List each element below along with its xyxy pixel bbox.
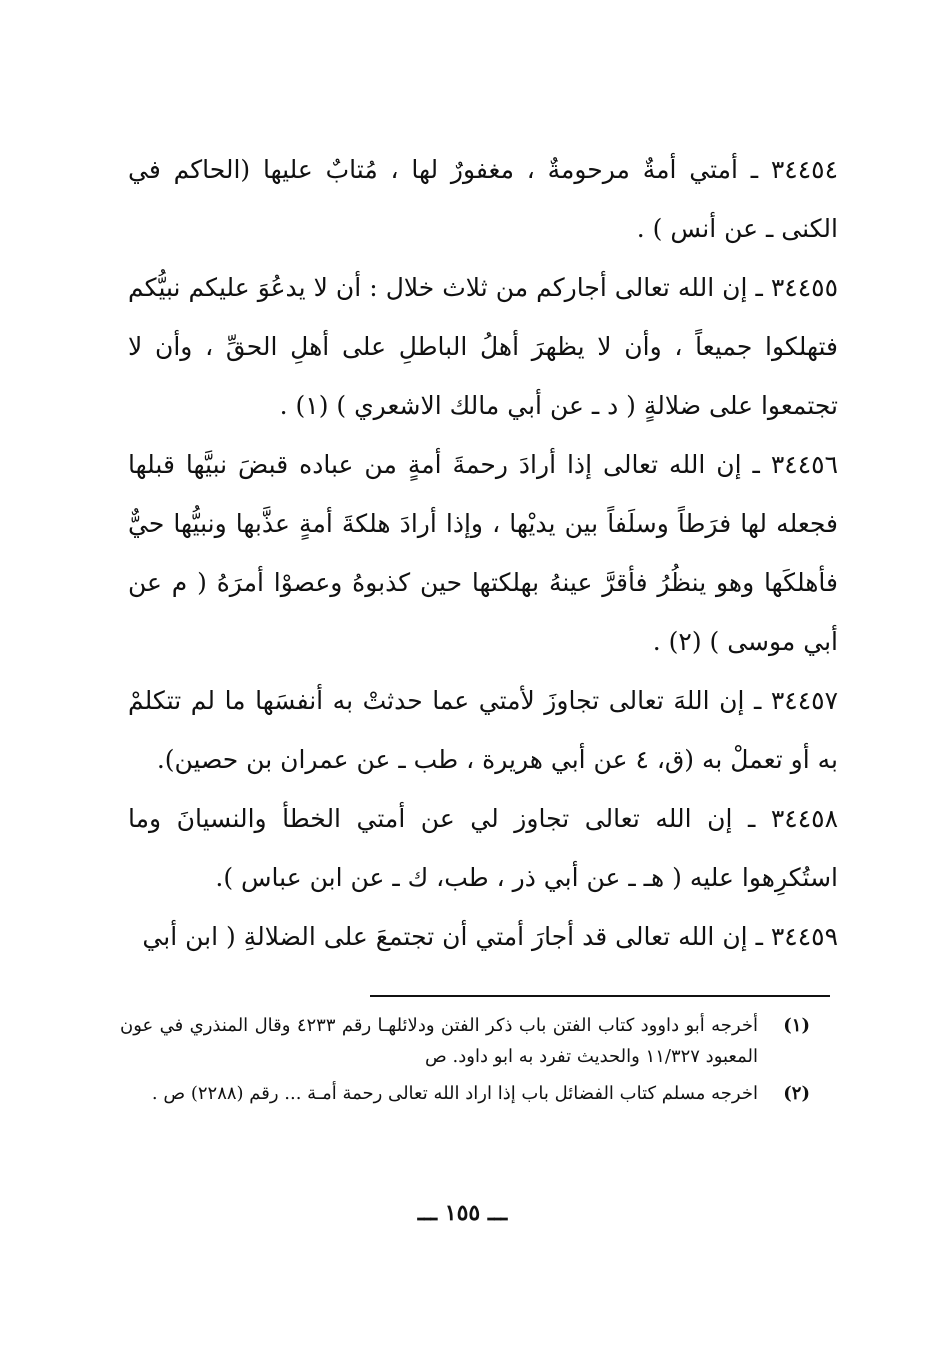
hadith-text-block [128,140,838,966]
footnotes [120,1010,810,1115]
page-number: ـــ ١٥٥ ـــ [417,1200,508,1226]
footnote-number: (١) [783,1015,810,1036]
hadith-34457: ٣٤٤٥٧ ـ إن اللهَ تعالى تجاوزَ لأمتي عما حدثتْ به أنفسَها ما لم تتكلمْ به أو تعملْ به (ق، ٤ عن أبي هريرة ، طب ـ عن عمران بن حصين). [128,686,838,774]
hadith-34456: ٣٤٤٥٦ ـ إن الله تعالى إذا أرادَ رحمةَ أمةٍ من عباده قبضَ نبيَّها قبلها فجعله لها فرَطاً وسلَفاً بين يديْها ، وإذا أرادَ هلكةَ أمةٍ عذَّبها ونبيُّها حيٌّ فأهلكَها وهو ينظُرُ فأقرَّ عينهُ بهلكتها حين كذبوهُ وعصوْا أمرَهُ ( م عن أبي موسى ) (٢) . [128,450,838,656]
footnote-1 [120,1010,810,1072]
footnote-number: (٢) [783,1083,810,1104]
hadith-34454: ٣٤٤٥٤ ـ أمتي أمةٌ مرحومةٌ ، مغفورٌ لها ، مُتابٌ عليها (الحاكم في الكنى ـ عن أنس ) . [128,155,838,243]
footnote-text: أخرجه أبو داوود كتاب الفتن باب ذكر الفتن ودلائلهـا رقم ٤٢٣٣ وقال المنذري في عون المعبود ١١/٣٢٧ والحديث تفرد به ابو داود. ص [120,1015,758,1067]
hadith-34458: ٣٤٤٥٨ ـ إن الله تعالى تجاوز لي عن أمتي الخطأ والنسيانَ وما استُكرِهوا عليه ( هـ ـ عن أبي ذر ، طب، ك ـ عن ابن عباس ). [128,804,838,892]
footnote-text: اخرجه مسلم كتاب الفضائل باب إذا اراد الله تعالى رحمة أمـة ... رقم (٢٢٨٨) ص . [151,1083,758,1104]
footnote-2 [120,1078,810,1109]
hadith-34459: ٣٤٤٥٩ ـ إن الله تعالى قد أجارَ أمتي أن تجتمعَ على الضلالةِ ( ابن أبي [142,922,838,951]
footnote-divider [370,995,830,997]
hadith-34455: ٣٤٤٥٥ ـ إن الله تعالى أجاركم من ثلاث خلال : أن لا يدعُوَ عليكم نبيُّكم فتهلكوا جميعاً ، وأن لا يظهرَ أهلُ الباطلِ على أهلِ الحقِّ ، وأن لا تجتمعوا على ضلالةٍ ( د ـ عن أبي مالك الاشعري ) (١) . [128,273,838,420]
